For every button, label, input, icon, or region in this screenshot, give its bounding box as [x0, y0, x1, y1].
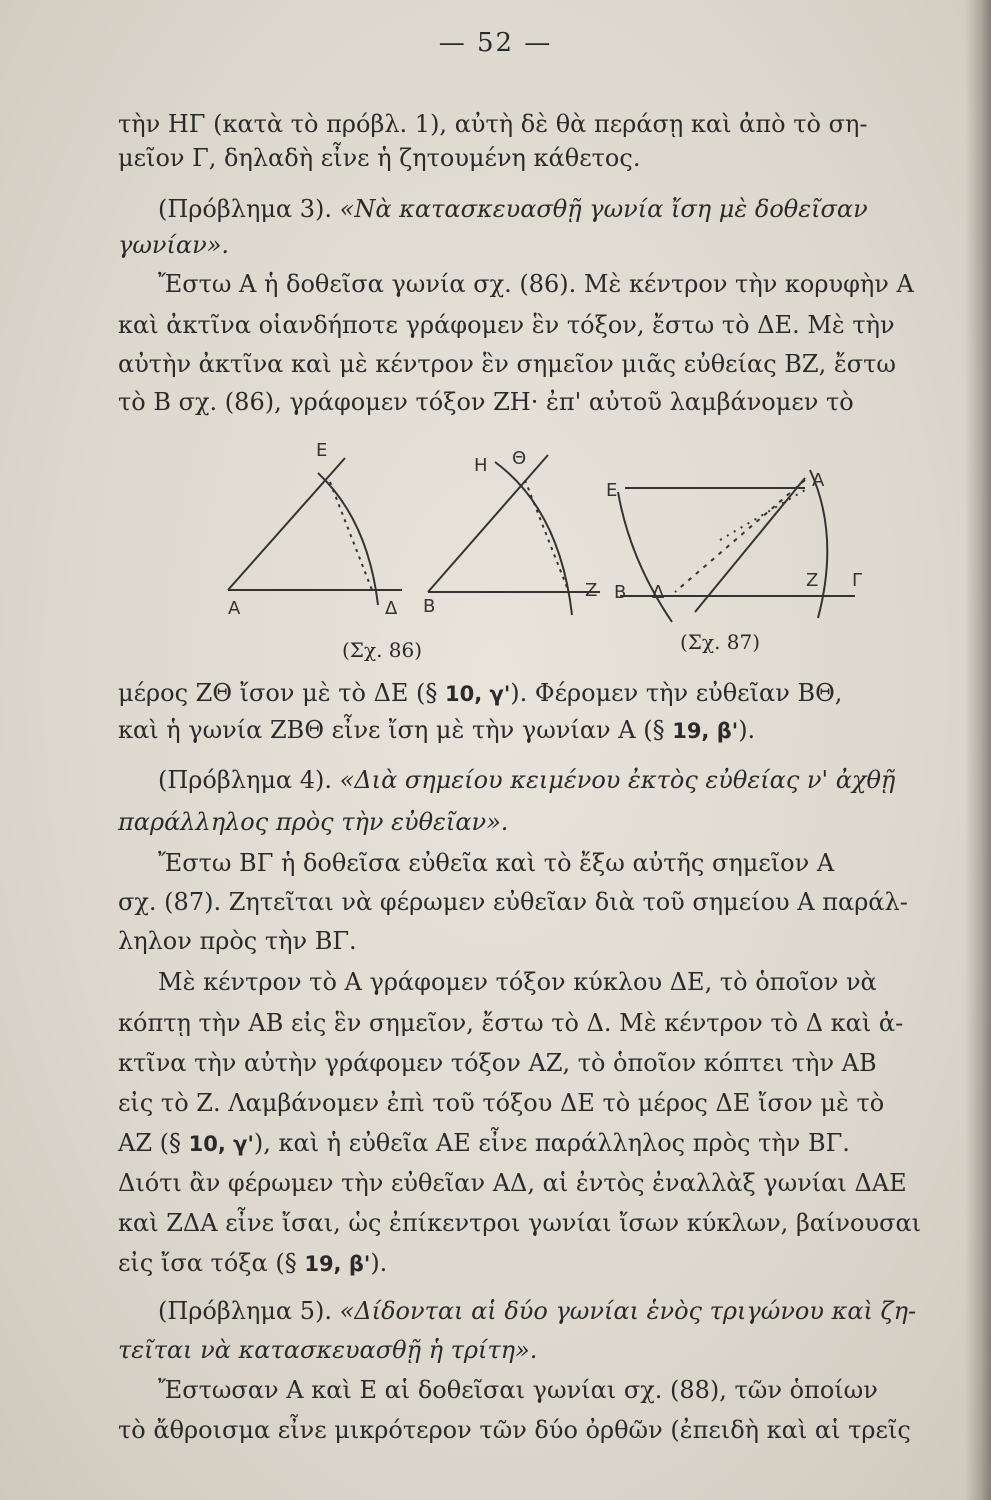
problem-statement: «Νὰ κατασκευασθῇ γωνία ἴση μὲ δοθεῖσαν: [339, 195, 868, 223]
figure-caption-87: (Σχ. 87): [680, 630, 761, 654]
fig-label: Γ: [852, 570, 863, 591]
problem-statement: «Διὰ σημείου κειμένου ἐκτὸς εὐθείας ν' ἀχθῇ: [339, 766, 896, 794]
text-line: Ἔστω Α ἡ δοθεῖσα γωνία σχ. (86). Μὲ κέντρον τὴν κορυφὴν Α: [158, 270, 914, 298]
text-line: τὸ ἄθροισμα εἶνε μικρότερον τῶν δύο ὀρθῶν (ἐπειδὴ καὶ αἱ τρεῖς: [118, 1416, 911, 1444]
text-line: τὸ Β σχ. (86), γράφομεν τόξον ΖΗ· ἐπ' αὐτοῦ λαμβάνομεν τὸ: [118, 388, 854, 416]
fig87-line-ab: [695, 478, 805, 612]
problem-statement: «Δίδονται αἱ δύο γωνίαι ἑνὸς τριγώνου καὶ ζη-: [339, 1297, 917, 1325]
text-line: Μὲ κέντρον τὸ Α γράφομεν τόξον κύκλου ΔΕ, τὸ ὁποῖον νὰ: [158, 968, 877, 996]
fig-label: Β: [423, 596, 436, 617]
text-line: γωνίαν».: [118, 231, 230, 259]
section-ref: 19, β': [672, 719, 739, 743]
fig-label: Ε: [606, 480, 618, 501]
text-line: Ἔστω ΒΓ ἡ δοθεῖσα εὐθεῖα καὶ τὸ ἔξω αὐτῆς σημεῖον Α: [158, 849, 835, 877]
text-line: εἰς ἴσα τόξα (§ 19, β').: [118, 1249, 388, 1277]
page-number: — 52 —: [438, 28, 553, 58]
fig-label: Β: [614, 582, 627, 603]
fig-label: Θ: [512, 448, 527, 469]
fig87-dotted: [720, 490, 805, 540]
fig-label: Η: [474, 455, 488, 476]
text-line: ληλον πρὸς τὴν ΒΓ.: [118, 927, 357, 955]
text-line: εἰς τὸ Ζ. Λαμβάνομεν ἐπὶ τοῦ τόξου ΔΕ τὸ μέρος ΔΕ ἴσον μὲ τὸ: [118, 1089, 885, 1117]
text-line: κτῖνα τὴν αὐτὴν γράφομεν τόξον ΑΖ, τὸ ὁποῖον κόπτει τὴν ΑΒ: [118, 1049, 877, 1077]
fig86-ray-oblique: [228, 458, 345, 590]
fig-label: Ζ: [585, 580, 598, 601]
fig-label: Α: [812, 470, 825, 491]
text-line: ΑΖ (§ 10, γ'), καὶ ἡ εὐθεῖα ΑΕ εἶνε παράλληλος πρὸς τὴν ΒΓ.: [118, 1129, 850, 1157]
text-line: [158, 1295, 960, 1327]
fig-label: Δ: [385, 598, 398, 619]
fig87-dashed-ad: [675, 480, 805, 592]
fig86-arc-de: [318, 473, 378, 605]
figure-caption-86: (Σχ. 86): [342, 638, 423, 662]
text-line: μεῖον Γ, δηλαδὴ εἶνε ἡ ζητουμένη κάθετος.: [118, 144, 641, 172]
text-line: καὶ ΖΔΑ εἶνε ἴσαι, ὡς ἐπίκεντροι γωνίαι ἴσων κύκλων, βαίνουσαι: [118, 1209, 922, 1237]
text-line: [158, 764, 960, 796]
fig-label: Δ: [652, 582, 665, 603]
fig86-dotted-chord: [330, 482, 372, 590]
fig-label: Ζ: [806, 570, 819, 591]
section-ref: 10, γ': [445, 682, 511, 706]
problem-heading: (Πρόβλημα 5).: [158, 1297, 333, 1325]
text-line: μέρος ΖΘ ἴσον μὲ τὸ ΔΕ (§ 10, γ'). Φέρομεν τὴν εὐθεῖαν ΒΘ,: [118, 679, 843, 707]
problem-heading: (Πρόβλημα 4).: [158, 766, 333, 794]
fig86-dotted-chord2: [525, 480, 568, 590]
text-line: αὐτὴν ἀκτῖνα καὶ μὲ κέντρον ἓν σημεῖον μιᾶς εὐθείας ΒΖ, ἔστω: [118, 350, 896, 378]
text-line: παράλληλος πρὸς τὴν εὐθεῖαν».: [118, 808, 509, 836]
text-line: καὶ ἀκτῖνα οἱανδήποτε γράφομεν ἓν τόξον, ἔστω τὸ ΔΕ. Μὲ τὴν: [118, 311, 895, 339]
text-line: κόπτῃ τὴν ΑΒ εἰς ἓν σημεῖον, ἔστω τὸ Δ. Μὲ κέντρον τὸ Δ καὶ ἀ-: [118, 1009, 904, 1037]
text-line: Ἔστωσαν Α καὶ Ε αἱ δοθεῖσαι γωνίαι σχ. (88), τῶν ὁποίων: [158, 1376, 878, 1404]
section-ref: 19, β': [304, 1252, 371, 1276]
text-line: τεῖται νὰ κατασκευασθῇ ἡ τρίτη».: [118, 1336, 538, 1364]
text-line: καὶ ἡ γωνία ΖΒΘ εἶνε ἴση μὲ τὴν γωνίαν Α (§ 19, β').: [118, 716, 756, 744]
fig-label: Ε: [316, 440, 328, 461]
fig86-ray-btheta: [428, 455, 548, 592]
text-line: Διότι ἂν φέρωμεν τὴν εὐθεῖαν ΑΔ, αἱ ἐντὸς ἐναλλὰξ γωνίαι ΔΑΕ: [118, 1169, 907, 1197]
problem-heading: (Πρόβλημα 3).: [158, 195, 333, 223]
text-line: τὴν ΗΓ (κατὰ τὸ πρόβλ. 1), αὐτὴ δὲ θὰ περάσῃ καὶ ἀπὸ τὸ ση-: [118, 110, 868, 138]
section-ref: 10, γ': [188, 1132, 254, 1156]
text-line: σχ. (87). Ζητεῖται νὰ φέρωμεν εὐθεῖαν διὰ τοῦ σημείου Α παράλ-: [118, 888, 908, 916]
fig-label: Α: [228, 598, 241, 619]
